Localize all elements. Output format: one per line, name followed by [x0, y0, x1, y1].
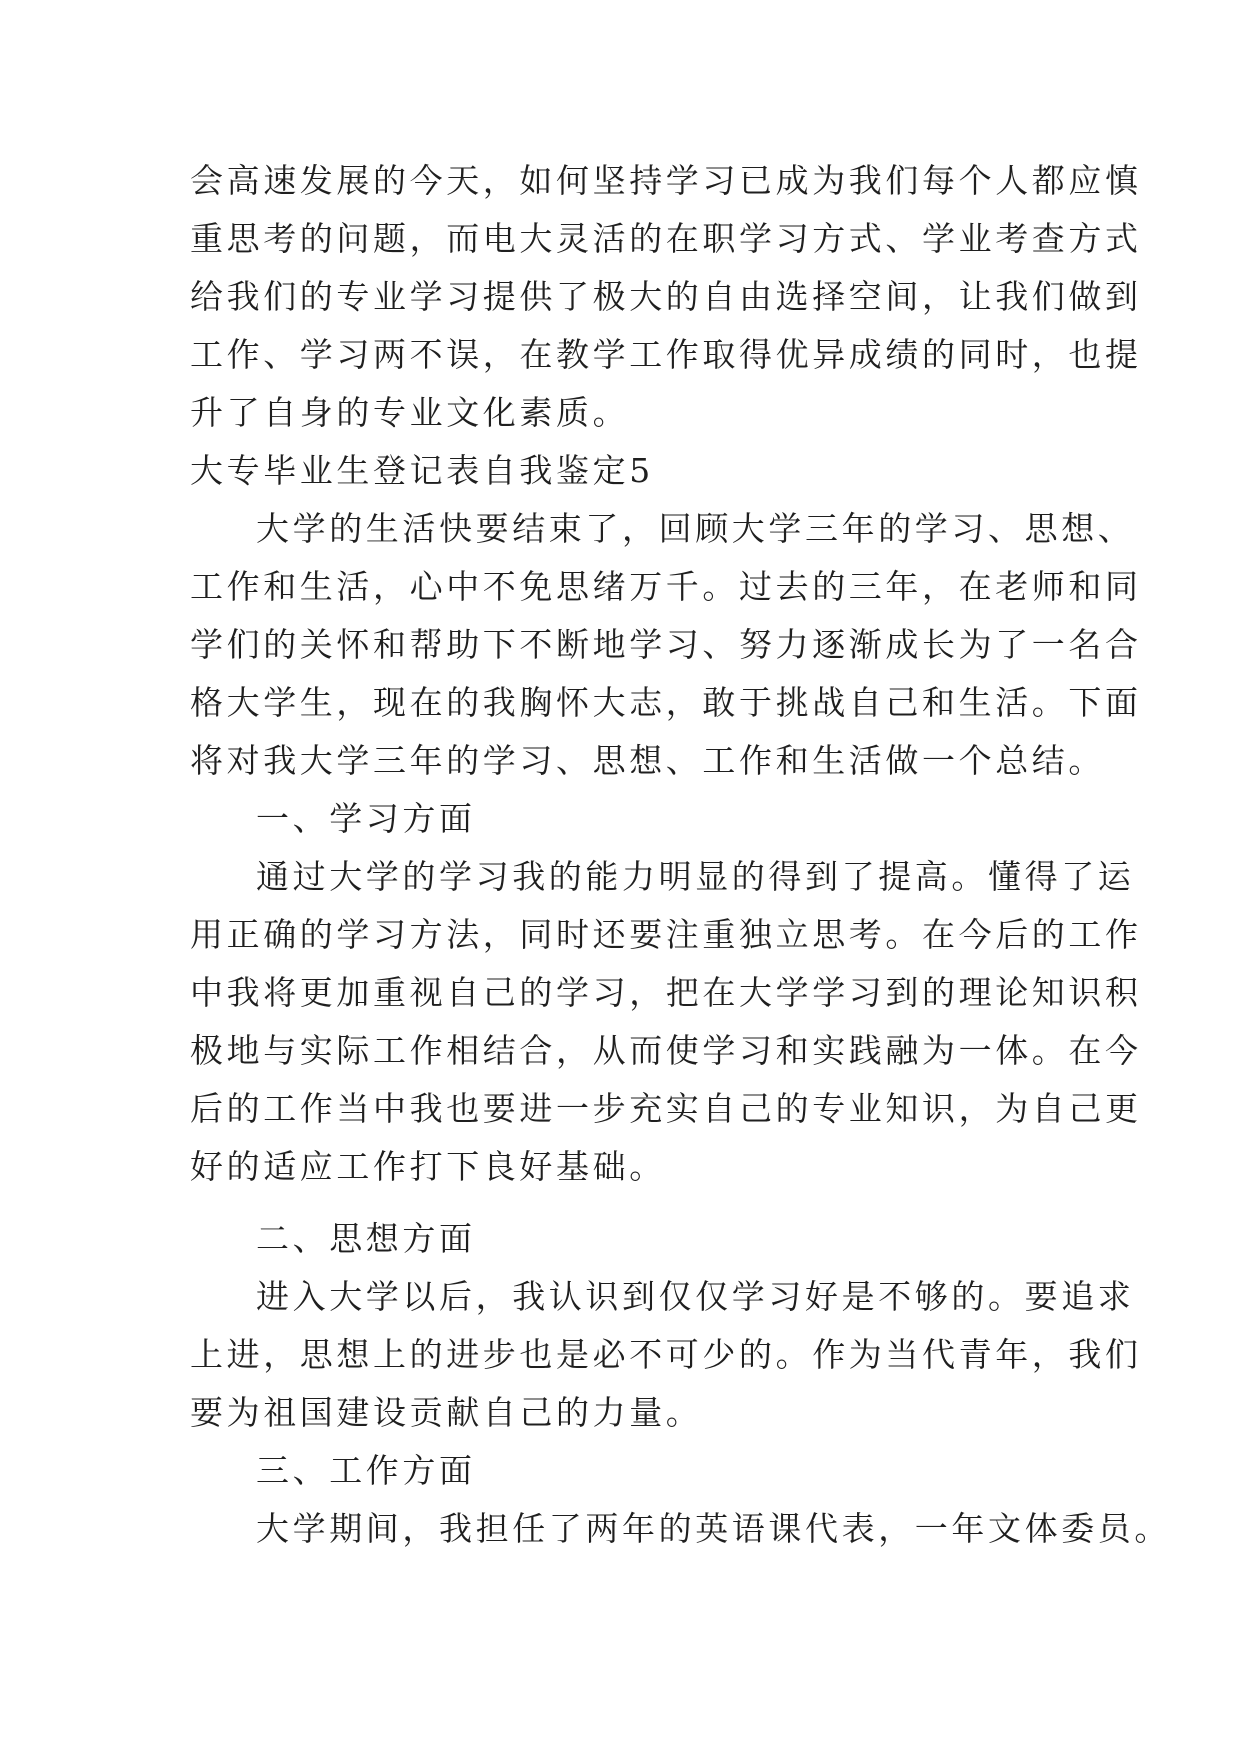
paragraph-line: 学们的关怀和帮助下不断地学习、努力逐渐成长为了一名合	[190, 625, 1142, 664]
paragraph-line: 工作、学习两不误，在教学工作取得优异成绩的同时，也提	[190, 335, 1142, 374]
paragraph-line: 大学的生活快要结束了，回顾大学三年的学习、思想、	[256, 509, 1135, 548]
subsection-title: 二、思想方面	[256, 1219, 476, 1258]
paragraph-line: 好的适应工作打下良好基础。	[190, 1147, 666, 1186]
section-heading: 大专毕业生登记表自我鉴定5	[190, 451, 654, 490]
paragraph-line: 要为祖国建设贡献自己的力量。	[190, 1393, 703, 1432]
paragraph-line: 大学期间，我担任了两年的英语课代表，一年文体委员。	[256, 1509, 1171, 1548]
paragraph-line: 会高速发展的今天，如何坚持学习已成为我们每个人都应慎	[190, 161, 1142, 200]
paragraph-line: 升了自身的专业文化素质。	[190, 393, 630, 432]
subsection-title: 一、学习方面	[256, 799, 476, 838]
paragraph-line: 用正确的学习方法，同时还要注重独立思考。在今后的工作	[190, 915, 1142, 954]
paragraph-line: 极地与实际工作相结合，从而使学习和实践融为一体。在今	[190, 1031, 1142, 1070]
paragraph-line: 上进，思想上的进步也是必不可少的。作为当代青年，我们	[190, 1335, 1142, 1374]
paragraph-line: 给我们的专业学习提供了极大的自由选择空间，让我们做到	[190, 277, 1142, 316]
paragraph-line: 工作和生活，心中不免思绪万千。过去的三年，在老师和同	[190, 567, 1142, 606]
paragraph-line: 重思考的问题，而电大灵活的在职学习方式、学业考查方式	[190, 219, 1142, 258]
paragraph-line: 进入大学以后，我认识到仅仅学习好是不够的。要追求	[256, 1277, 1135, 1316]
paragraph-line: 将对我大学三年的学习、思想、工作和生活做一个总结。	[190, 741, 1105, 780]
paragraph-line: 格大学生，现在的我胸怀大志，敢于挑战自己和生活。下面	[190, 683, 1142, 722]
subsection-title: 三、工作方面	[256, 1451, 476, 1490]
paragraph-line: 中我将更加重视自己的学习，把在大学学习到的理论知识积	[190, 973, 1142, 1012]
paragraph-line: 通过大学的学习我的能力明显的得到了提高。懂得了运	[256, 857, 1135, 896]
paragraph-line: 后的工作当中我也要进一步充实自己的专业知识，为自己更	[190, 1089, 1142, 1128]
